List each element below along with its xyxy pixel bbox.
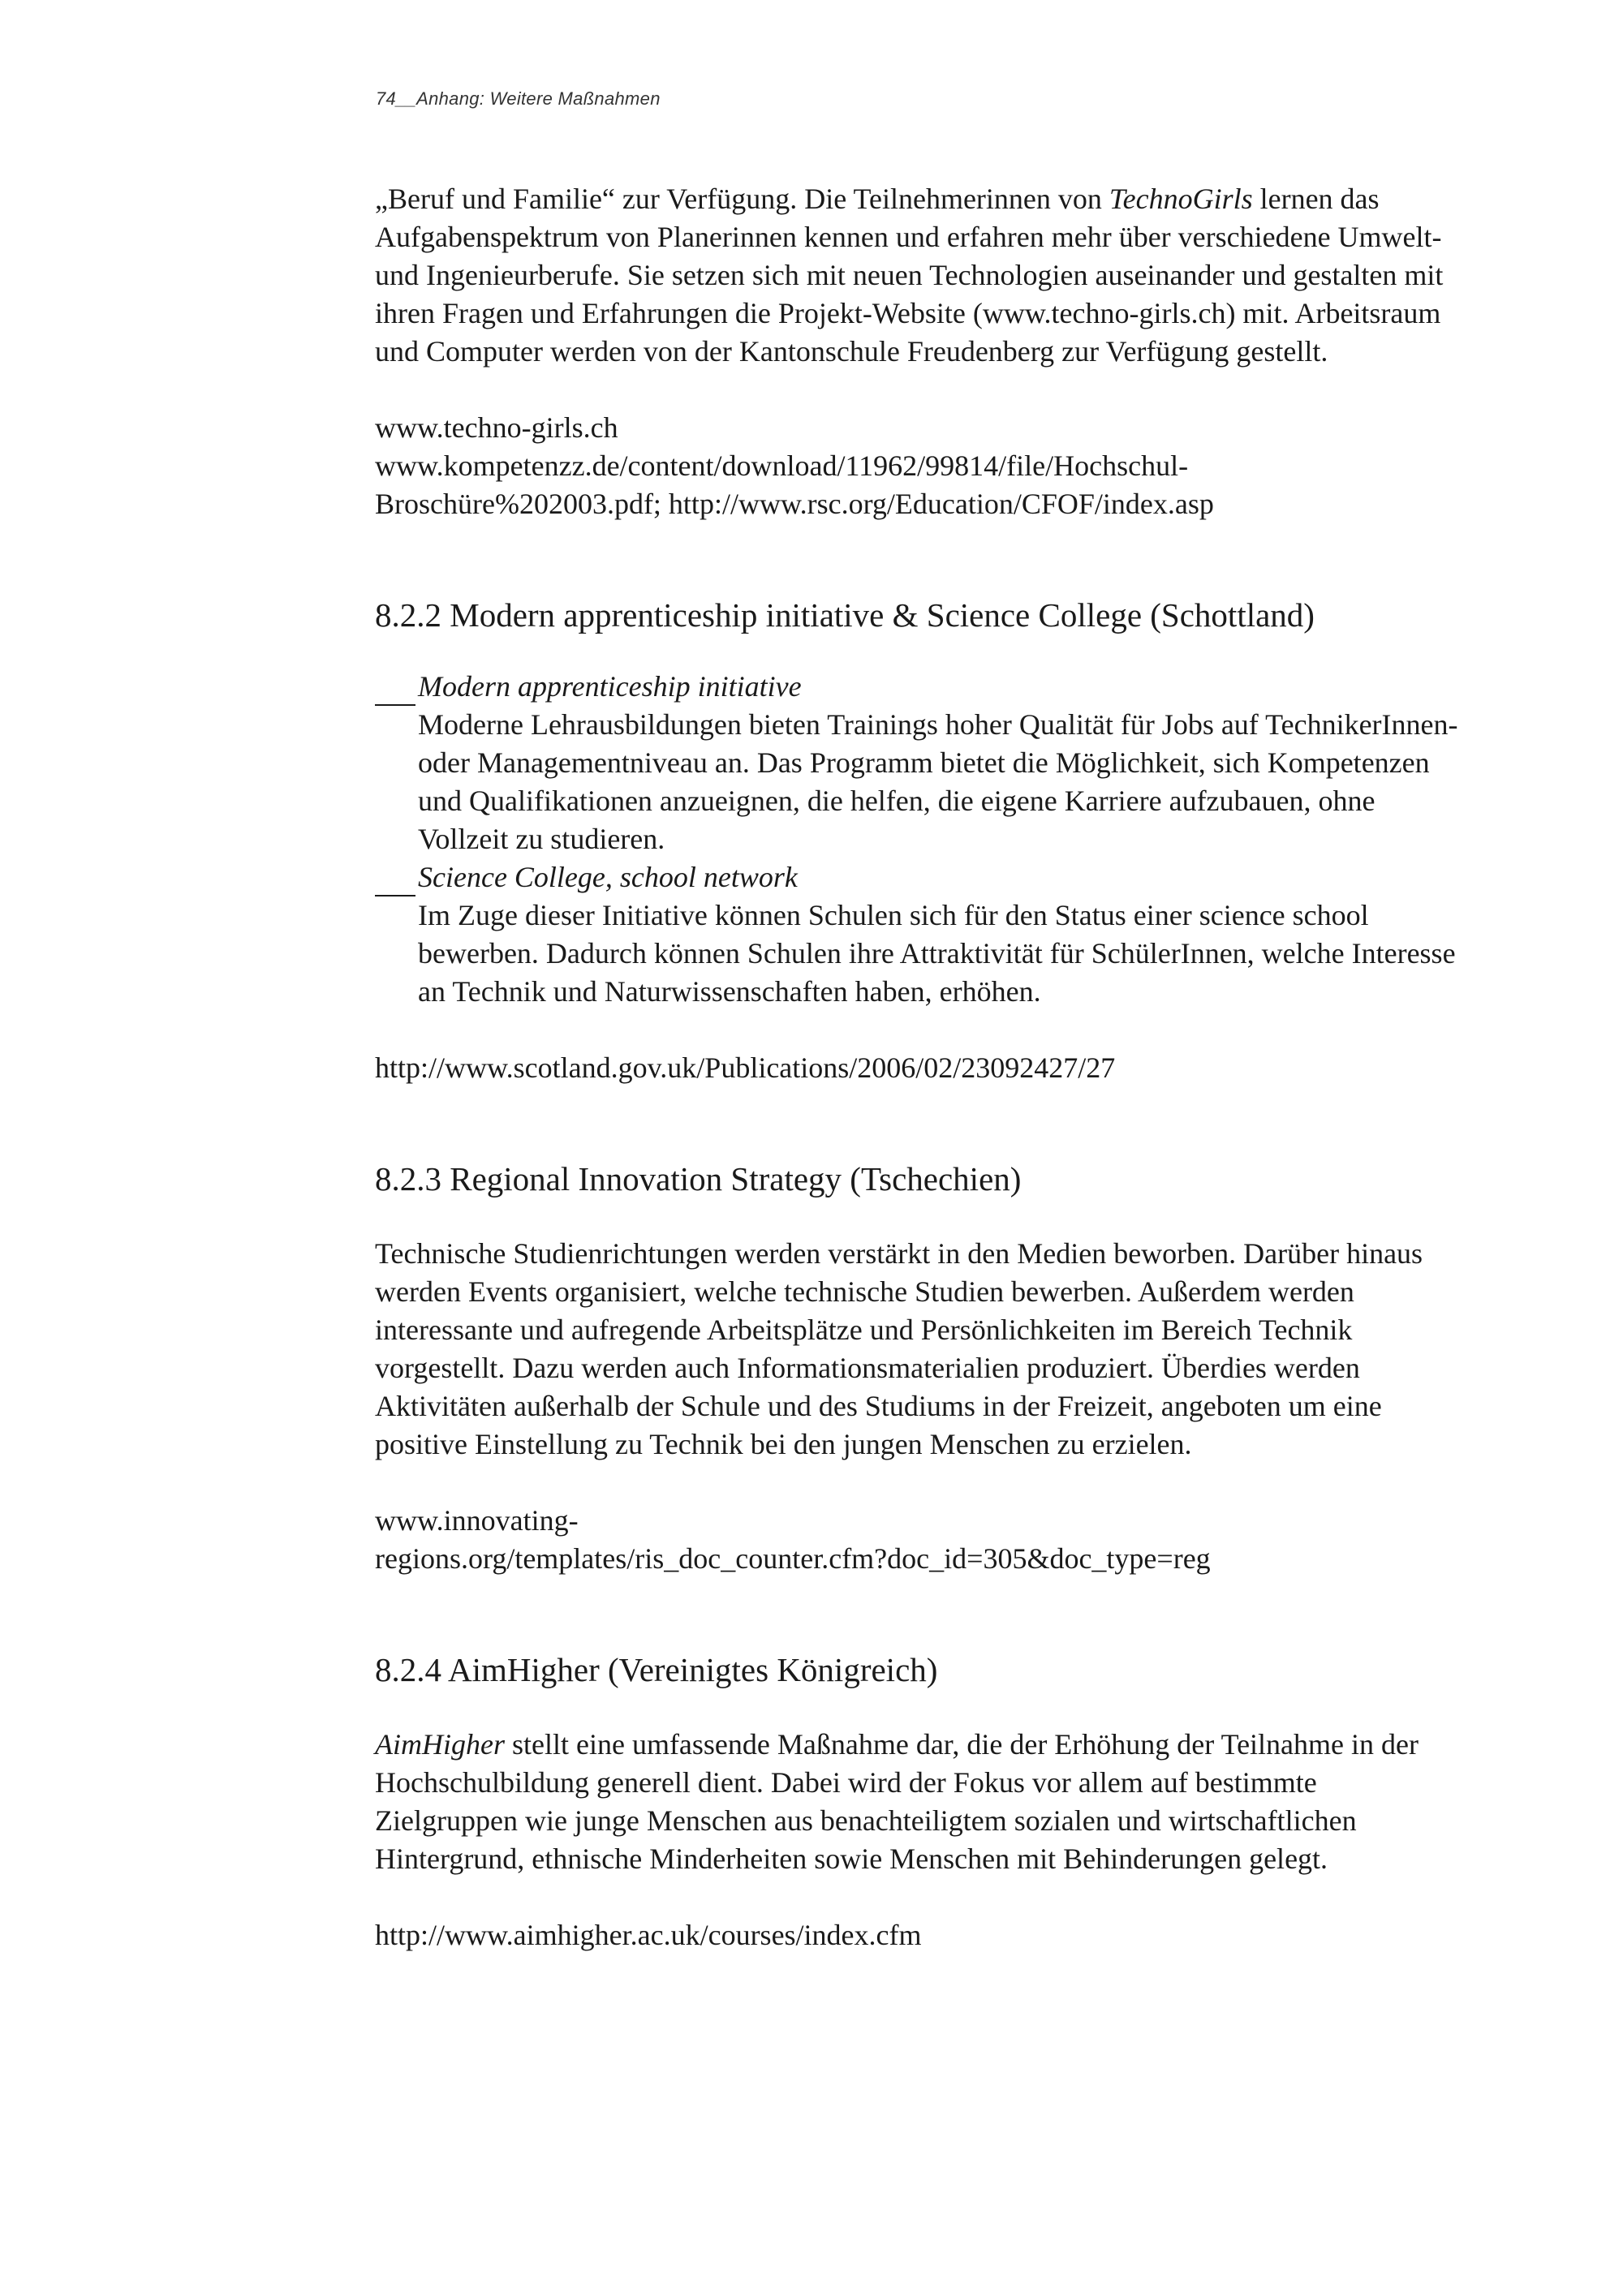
page-content (375, 180, 1462, 1954)
intro-text-rest: lernen das Aufgabenspektrum von Planerinnen kennen und erfahren mehr über verschiedene Umwelt- und Ingenieurberufe. Sie setzen sich mit neuen Technologien auseinander und gestalten mit ihren Fragen und Erfahrungen die Projekt-Website (www.techno-girls.ch) mit. Arbeitsraum und Computer werden von der Kantonschule Freudenberg zur Verfügung gestellt. (375, 183, 1444, 368)
url-link[interactable]: www.techno-girls.ch (375, 411, 618, 444)
section-body-text: stellt eine umfassende Maßnahme dar, die der Erhöhung der Teilnahme in der Hochschulbildung generell dient. Dabei wird der Fokus vor allem auf bestimmte Zielgruppen wie junge Menschen aus benachteiligtem sozialen und wirtschaftlichen Hintergrund, ethnische Minderheiten sowie Menschen mit Behinderungen gelegt. (375, 1728, 1419, 1875)
intro-paragraph (375, 180, 1462, 371)
bullet-title-text: Science College, school network (418, 861, 798, 893)
bullet-title-text: Modern apprenticeship initiative (418, 670, 802, 703)
section-heading-8-2-4: 8.2.4 AimHigher (Vereinigtes Königreich) (375, 1651, 938, 1688)
url-link[interactable]: http://www.scotland.gov.uk/Publications/2006/02/23092427/27 (375, 1051, 1116, 1084)
dash-marker (375, 869, 415, 896)
bullet-body: Moderne Lehrausbildungen bieten Trainings hoher Qualität für Jobs auf TechnikerInnen- oder Managementniveau an. Das Programm bietet die Möglichkeit, sich Kompetenzen und Qualifikationen anzueignen, die helfen, die eigene Karriere aufzubauen, ohne Vollzeit zu studieren. (418, 708, 1458, 855)
bullet-title (375, 858, 1462, 896)
running-header: 74__Anhang: Weitere Maßnahmen (376, 88, 661, 109)
aimhigher-name: AimHigher (375, 1728, 505, 1761)
dash-marker (375, 678, 415, 706)
section-body (375, 1726, 1462, 1878)
bullet-body: Im Zuge dieser Initiative können Schulen sich für den Status einer science school bewerben. Dadurch können Schulen ihre Attraktivität für SchülerInnen, welche Interesse an Technik und Naturwissenschaften haben, erhöhen. (418, 899, 1456, 1008)
intro-text-start: „Beruf und Familie“ zur Verfügung. Die Teilnehmerinnen von (375, 183, 1109, 215)
section-heading-8-2-3: 8.2.3 Regional Innovation Strategy (Tschechien) (375, 1160, 1022, 1197)
section-heading-8-2-2: 8.2.2 Modern apprenticeship initiative & Science College (Schottland) (375, 596, 1315, 634)
section-body: Technische Studienrichtungen werden verstärkt in den Medien beworben. Darüber hinaus werden Events organisiert, welche technische Studien bewerben. Außerdem werden interessante und aufregende Arbeitsplätze und Persönlichkeiten im Bereich Technik vorgestellt. Dazu werden auch Informationsmaterialien produziert. Überdies werden Aktivitäten außerhalb der Schule und des Studiums in der Freizeit, angeboten um eine positive Einstellung zu Technik bei den jungen Menschen zu erzielen. (375, 1237, 1423, 1460)
url-link[interactable]: Broschüre%202003.pdf; http://www.rsc.org/Education/CFOF/index.asp (375, 488, 1214, 520)
url-link[interactable]: http://www.aimhigher.ac.uk/courses/index.cfm (375, 1919, 922, 1951)
bullet-item (375, 668, 1462, 858)
url-block (375, 1502, 1462, 1578)
bullet-item (375, 858, 1462, 1011)
url-link[interactable]: www.innovating- (375, 1504, 579, 1537)
intro-url-list (375, 409, 1462, 523)
bullet-list (375, 668, 1462, 1011)
bullet-title (375, 668, 1462, 706)
technogirls-name: TechnoGirls (1109, 183, 1253, 215)
url-link[interactable]: www.kompetenzz.de/content/download/11962/99814/file/Hochschul- (375, 449, 1189, 482)
url-link[interactable]: regions.org/templates/ris_doc_counter.cfm?doc_id=305&doc_type=reg (375, 1542, 1211, 1575)
